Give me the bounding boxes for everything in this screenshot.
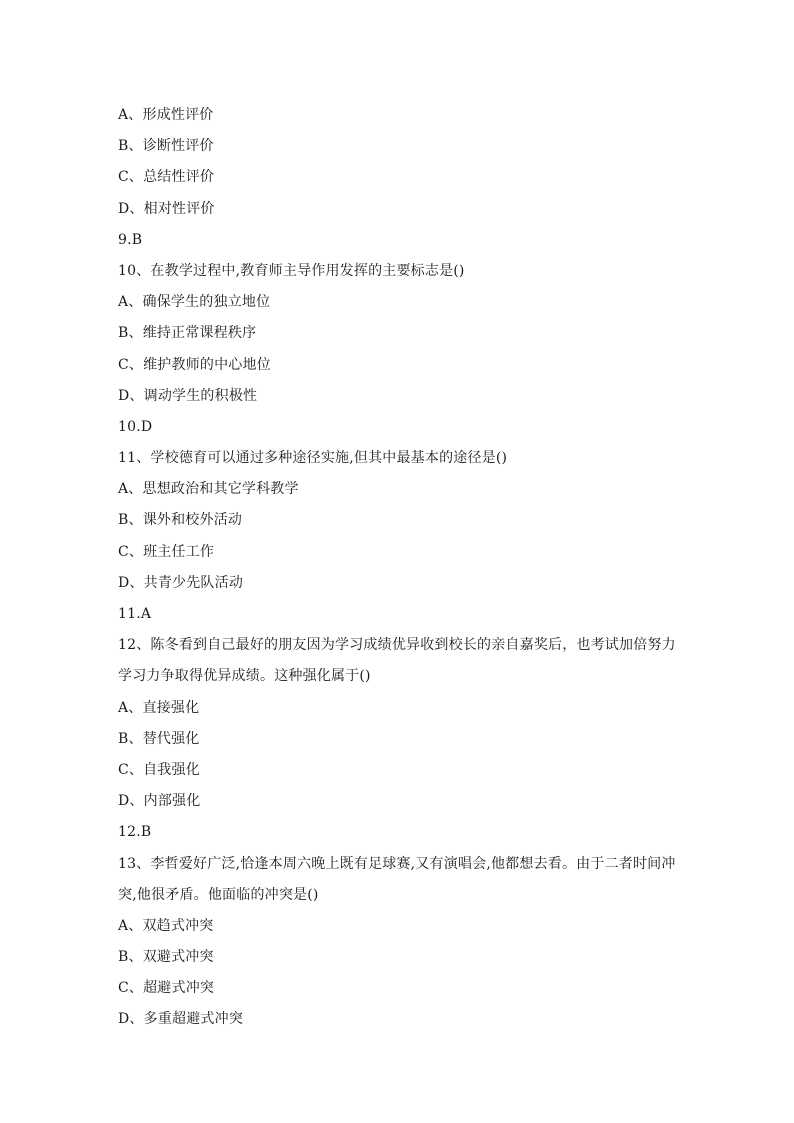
- option-11d: D、共青少先队活动: [118, 574, 244, 591]
- question-13: 13、李哲爱好广泛,恰逢本周六晚上既有足球赛,又有演唱会,他都想去看。由于二者时间冲: [118, 855, 676, 872]
- option-11a: A、思想政治和其它学科教学: [118, 481, 299, 498]
- option-13a: A、双趋式冲突: [118, 917, 214, 934]
- option-12c: C、自我强化: [118, 761, 200, 778]
- option-11c: C、班主任工作: [118, 543, 215, 560]
- option-9c: C、总结性评价: [118, 169, 215, 186]
- option-11b: B、课外和校外活动: [118, 512, 243, 529]
- answer-9: 9.B: [118, 231, 143, 248]
- question-12: 12、陈冬看到自己最好的朋友因为学习成绩优异收到校长的亲自嘉奖后，也考试加倍努力: [118, 637, 676, 654]
- option-9d: D、相对性评价: [118, 200, 215, 217]
- question-12-cont: 学习力争取得优异成绩。这种强化属于(): [118, 668, 371, 685]
- option-10a: A、确保学生的独立地位: [118, 294, 271, 311]
- question-11: 11、学校德育可以通过多种途径实施,但其中最基本的途径是(): [118, 450, 508, 467]
- option-13b: B、双避式冲突: [118, 949, 214, 966]
- answer-10: 10.D: [118, 418, 153, 435]
- option-13d: D、多重超避式冲突: [118, 1011, 244, 1028]
- option-10c: C、维护教师的中心地位: [118, 356, 271, 373]
- question-10: 10、在教学过程中,教育师主导作用发挥的主要标志是(): [118, 262, 465, 279]
- option-12d: D、内部强化: [118, 793, 201, 810]
- option-12b: B、替代强化: [118, 730, 200, 747]
- option-9b: B、诊断性评价: [118, 138, 214, 155]
- option-9a: A、形成性评价: [118, 107, 214, 123]
- option-13c: C、超避式冲突: [118, 980, 215, 997]
- document-page: [118, 100, 678, 1036]
- answer-11: 11.A: [118, 606, 152, 622]
- question-13-cont: 突,他很矛盾。他面临的冲突是(): [118, 886, 319, 903]
- option-10d: D、调动学生的积极性: [118, 387, 258, 404]
- option-12a: A、直接强化: [118, 699, 200, 716]
- answer-12: 12.B: [118, 824, 152, 841]
- option-10b: B、维持正常课程秩序: [118, 325, 257, 342]
